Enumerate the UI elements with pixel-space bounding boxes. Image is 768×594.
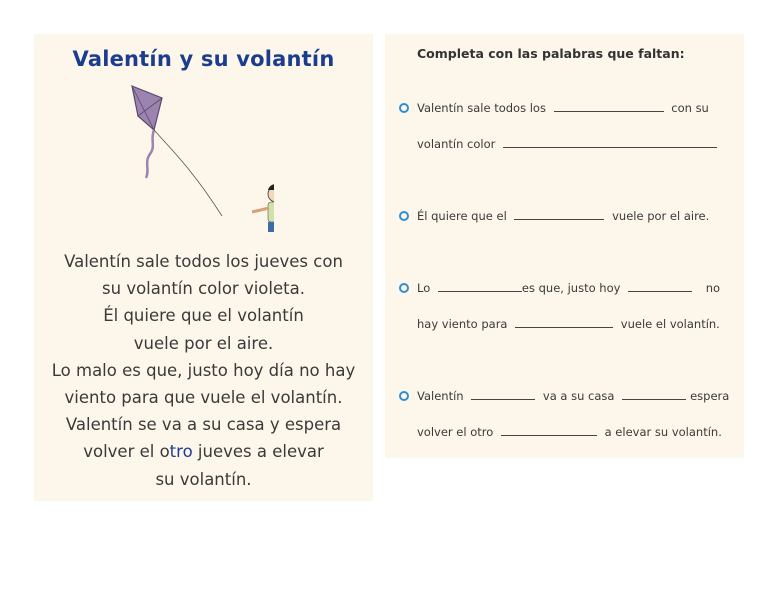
sentence-text: vuele por el aire. xyxy=(612,209,710,223)
answer-blank[interactable] xyxy=(501,425,597,436)
sentence-text: va a su casa xyxy=(542,389,615,403)
sentence-text: no xyxy=(705,281,721,295)
story-line: vuele por el aire. xyxy=(133,333,274,353)
sentence-text: Valentín xyxy=(417,389,464,403)
bullet-icon xyxy=(399,391,409,401)
sentence-text: vuele el volantín. xyxy=(620,317,720,331)
story-line: Él quiere que el volantín xyxy=(103,306,304,326)
highlighted-word: tro xyxy=(169,442,193,462)
story-panel xyxy=(34,34,373,501)
answer-blank[interactable] xyxy=(503,137,717,148)
story-line: Valentín sale todos los jueves con xyxy=(64,252,343,271)
answer-blank[interactable] xyxy=(554,101,664,112)
bullet-icon xyxy=(399,211,409,221)
sentence-3-line-1 xyxy=(417,281,720,295)
sentence-text: volver el otro xyxy=(417,425,494,439)
answer-blank[interactable] xyxy=(628,281,692,292)
sentence-text: Valentín sale todos los xyxy=(417,101,546,115)
story-line: Lo malo es que, justo hoy día no hay xyxy=(51,360,356,380)
exercise-panel xyxy=(385,34,744,458)
answer-blank[interactable] xyxy=(515,317,613,328)
sentence-text: espera xyxy=(690,389,730,403)
sentence-text: volantín color xyxy=(417,137,496,151)
sentence-4-line-1 xyxy=(417,389,729,403)
story-line: su volantín color violeta. xyxy=(102,279,305,299)
story-line: su volantín. xyxy=(155,469,252,489)
story-text-segment: volver el o xyxy=(83,442,170,462)
story-text xyxy=(34,248,373,493)
sentence-text: hay viento para xyxy=(417,317,508,331)
sentence-text: es que, justo hoy xyxy=(521,281,621,295)
kite-boy-illustration xyxy=(124,82,274,232)
sentence-text: Lo xyxy=(417,281,431,295)
bullet-icon xyxy=(399,283,409,293)
story-line: viento para que vuele el volantín. xyxy=(64,388,343,408)
sentence-text: Él quiere que el xyxy=(417,209,507,223)
sentence-1-line-1 xyxy=(417,101,709,115)
answer-blank[interactable] xyxy=(622,389,686,400)
answer-blank[interactable] xyxy=(471,389,535,400)
sentence-3-line-2 xyxy=(417,317,720,331)
exercise-title: Completa con las palabras que faltan: xyxy=(417,46,685,61)
story-line xyxy=(34,438,373,465)
answer-blank[interactable] xyxy=(514,209,604,220)
story-line: Valentín se va a su casa y espera xyxy=(65,415,342,435)
sentence-1-line-2 xyxy=(417,137,717,151)
sentence-text: a elevar su volantín. xyxy=(604,425,722,439)
story-text-segment: jueves a elevar xyxy=(192,442,324,462)
sentence-text: con su xyxy=(671,101,709,115)
answer-blank[interactable] xyxy=(438,281,522,292)
kite-icon xyxy=(132,86,162,130)
bullet-icon xyxy=(399,103,409,113)
sentence-4-line-2 xyxy=(417,425,722,439)
sentence-2 xyxy=(417,209,709,223)
story-title: Valentín y su volantín xyxy=(72,47,335,71)
